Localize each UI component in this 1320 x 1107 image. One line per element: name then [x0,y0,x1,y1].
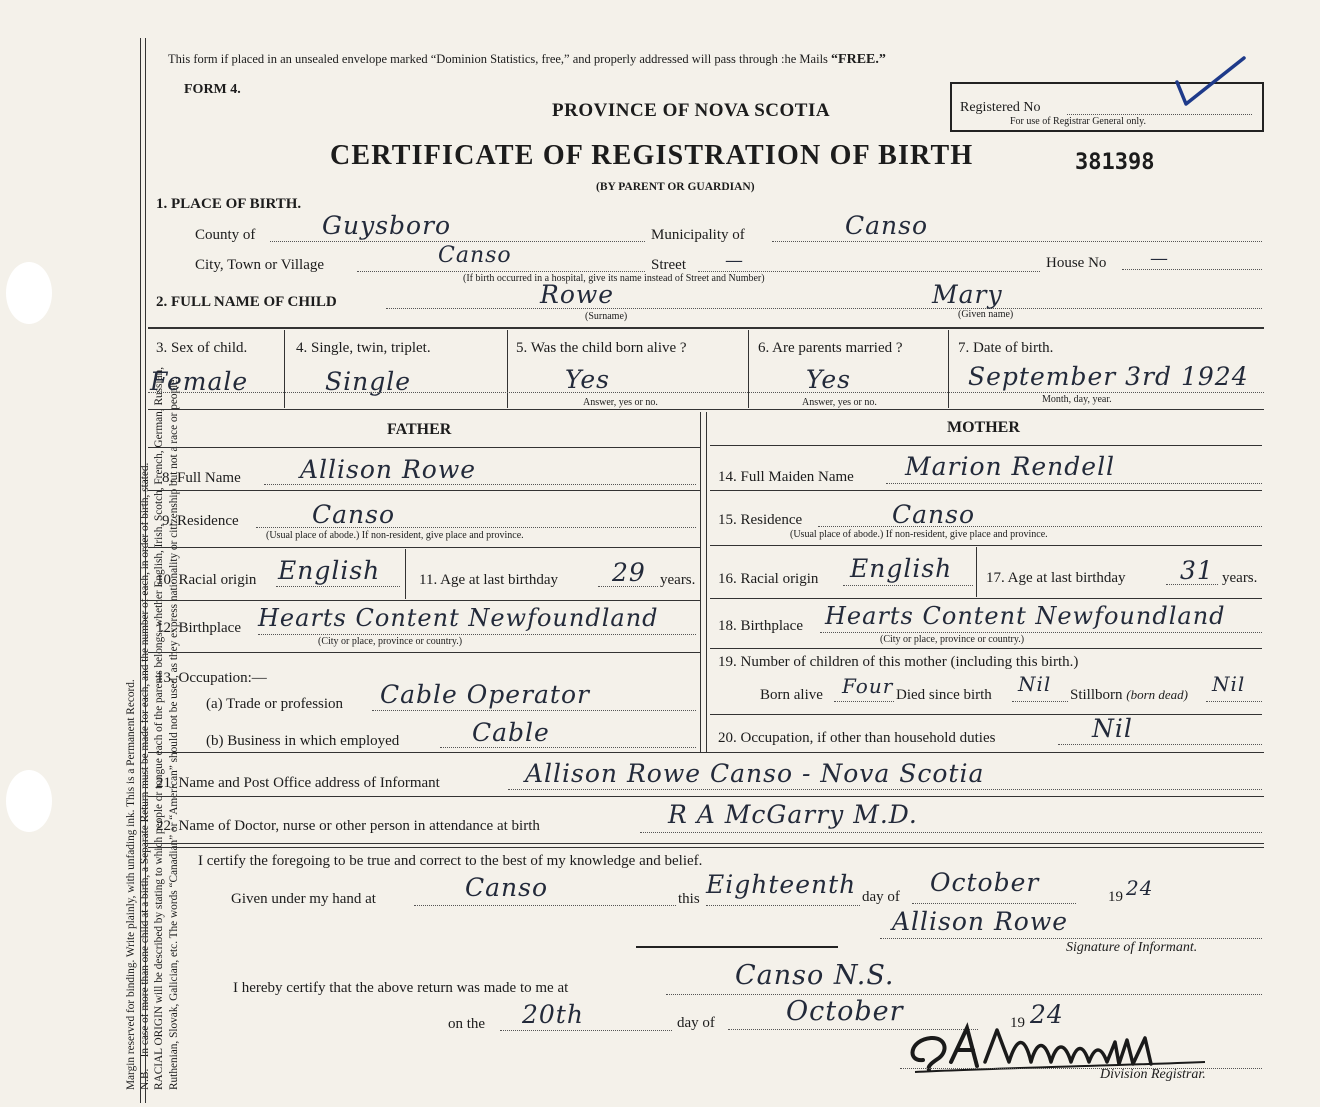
mother-racial-value: English [850,554,953,583]
father-residence-label: 9. Residence [162,513,239,529]
informant-value: Allison Rowe Canso - Nova Scotia [525,759,985,788]
street-line [698,271,1040,272]
rule-after-doctor-b [148,847,1264,848]
registrar-separator [636,946,838,948]
certificate-subtitle: (BY PARENT OR GUARDIAN) [596,181,755,193]
mother-occupation-line [1058,744,1262,745]
informant-signature: Allison Rowe [892,907,1069,936]
given-place-value: Canso [465,873,549,902]
mother-residence-label: 15. Residence [718,512,803,528]
mother-age-value: 31 [1180,556,1214,585]
father-name-line [264,484,696,485]
given-place-line [414,905,676,906]
margin-rule-inner [145,38,146,1103]
died-value: Nil [1018,672,1052,696]
alive-value: Yes [565,365,610,394]
dob-label: 7. Date of birth. [958,340,1054,356]
surname-note: (Surname) [585,311,628,322]
father-rule-3 [148,600,700,601]
father-trade-line [372,710,696,711]
registrar-signature-line [900,1068,1262,1069]
rule-after-parents [148,752,1264,753]
mother-birthplace-label: 18. Birthplace [718,618,803,634]
registrar-on-the: on the [448,1016,486,1032]
given-day-line [706,905,860,906]
father-occupation-label: 13. Occupation:— [156,670,267,686]
mother-racial-divider [976,547,977,597]
parent-divider-a [700,412,701,752]
municipality-line [772,241,1262,242]
father-business-line [440,747,696,748]
col-divider-6 [948,330,949,408]
died-label: Died since birth [896,687,992,703]
born-alive-line [834,701,894,702]
hospital-note: (If birth occurred in a hospital, give its name instead of Street and Number) [463,273,765,284]
municipality-label: Municipality of [651,227,745,243]
mother-racial-line [843,585,973,586]
plurality-label: 4. Single, twin, triplet. [296,340,431,356]
father-birthplace-value: Hearts Content Newfoundland [258,604,659,632]
margin-note-racial-origin: RACIAL ORIGIN will be described by stating to which people or tongue each of the parents belongs, whether English, Irish, Scotch, French, German, Russian, [153,366,166,1090]
given-year-value: 24 [1126,876,1154,900]
place-of-birth-label: 1. PLACE OF BIRTH. [156,196,302,212]
doctor-value: R A McGarry M.D. [668,800,918,829]
registrar-statement: I hereby certify that the above return was made to me at [233,980,569,996]
mother-birthplace-note: (City or place, province or country.) [880,634,1025,645]
this-label: this [678,891,700,907]
father-business-label: (b) Business in which employed [206,733,400,749]
stillborn-value: Nil [1212,672,1246,696]
row-3-7-line [148,392,1264,393]
informant-signature-label: Signature of Informant. [1066,940,1198,955]
mother-occupation-label: 20. Occupation, if other than household duties [718,730,996,746]
plurality-value: Single [325,367,412,396]
mother-racial-label: 16. Racial origin [718,571,819,587]
given-month-line [912,903,1076,904]
registrar-day-line [500,1030,672,1031]
col-divider-4 [507,330,508,408]
col-divider-5 [748,330,749,408]
given-year-prefix: 19 [1108,889,1123,905]
mother-children-label: 19. Number of children of this mother (including this birth.) [718,654,1079,670]
sex-value: Female [150,367,249,396]
father-birthplace-label: 12. Birthplace [156,620,241,636]
stillborn-line [1206,701,1262,702]
informant-label: 21. Name and Post Office address of Informant [156,775,440,791]
father-racial-value: English [278,556,381,585]
father-name-value: Allison Rowe [300,455,477,484]
married-label: 6. Are parents married ? [758,340,903,356]
alive-label: 5. Was the child born alive ? [516,340,687,356]
father-business-value: Cable [472,718,550,747]
child-given-name: Mary [932,280,1003,309]
col-divider-3 [284,330,285,408]
father-name-label: 8. Full Name [162,470,241,486]
given-day-value: Eighteenth [706,870,857,899]
city-line [357,271,645,272]
mother-years-label: years. [1222,570,1258,586]
mother-residence-line [818,526,1262,527]
rule-after-row-3-7 [148,409,1264,410]
father-years-label: years. [660,572,696,588]
mother-residence-value: Canso [892,500,976,529]
mother-occupation-value: Nil [1092,714,1133,743]
registered-no-label: Registered No [960,100,1041,115]
father-trade-label: (a) Trade or profession [206,696,344,712]
given-day-label: day of [862,889,900,905]
form-number: FORM 4. [184,82,241,97]
mother-age-label: 17. Age at last birthday [986,570,1126,586]
mother-rule-4 [710,648,1262,649]
registrar-day-value: 20th [522,1000,584,1029]
sex-label: 3. Sex of child. [156,340,248,356]
certification-statement: I certify the foregoing to be true and correct to the best of my knowledge and belief. [198,853,703,869]
mother-heading: MOTHER [947,419,1020,436]
mother-abode-note: (Usual place of abode.) If non-resident, give place and province. [790,529,1048,540]
margin-rule-outer [140,38,141,1103]
born-alive-value: Four [842,674,894,698]
registrar-month-value: October [786,996,904,1027]
municipality-value: Canso [845,211,929,240]
father-abode-note: (Usual place of abode.) If non-resident, give place and province. [266,530,524,541]
mother-rule-1 [710,490,1262,491]
city-value: Canso [438,243,512,268]
certificate-number: 381398 [1075,150,1155,175]
married-answer-note: Answer, yes or no. [802,397,877,408]
mother-name-value: Marion Rendell [905,452,1116,481]
died-line [1012,701,1068,702]
father-heading-rule [148,447,700,448]
checkmark-icon [1172,54,1252,114]
mail-notice: This form if placed in an unsealed envelope marked “Dominion Statistics, free,” and properly addressed will pass through :he Mails “FREE.” [168,52,886,67]
punch-hole-top [6,262,52,324]
city-label: City, Town or Village [195,257,325,273]
dob-note: Month, day, year. [1042,394,1112,405]
father-rule-1 [148,490,700,491]
alive-answer-note: Answer, yes or no. [583,397,658,408]
registered-no-box [950,82,1264,132]
given-label: Given under my hand at [231,891,376,907]
father-racial-divider [405,549,406,599]
child-name-line [386,308,1262,309]
registrar-note: For use of Registrar General only. [1010,116,1146,127]
mother-rule-2 [710,545,1262,546]
house-label: House No [1046,255,1107,271]
mother-name-label: 14. Full Maiden Name [718,469,854,485]
punch-hole-bottom [6,770,52,832]
father-racial-label: 10. Racial origin [156,572,257,588]
doctor-line [640,832,1262,833]
dob-value: September 3rd 1924 [968,362,1249,391]
registrar-year-prefix: 19 [1010,1015,1025,1031]
registrar-year-value: 24 [1030,1000,1064,1029]
father-racial-line [276,586,400,587]
mother-rule-5 [710,714,1262,715]
mother-birthplace-value: Hearts Content Newfoundland [825,602,1226,630]
province-heading: PROVINCE OF NOVA SCOTIA [552,100,831,121]
street-value: — [725,250,744,271]
father-birthplace-note: (City or place, province or country.) [318,636,463,647]
county-line [270,241,645,242]
registered-no-line [1067,114,1252,115]
doctor-label: 22. Name of Doctor, nurse or other person in attendance at birth [156,818,540,834]
given-month-value: October [930,868,1040,897]
street-label: Street [651,257,686,273]
rule-after-informant [148,796,1264,797]
mother-rule-3 [710,598,1262,599]
married-value: Yes [806,365,851,394]
father-trade-value: Cable Operator [380,680,590,709]
father-rule-2 [148,547,700,548]
mother-birthplace-line [820,632,1262,633]
county-label: County of [195,227,256,243]
margin-note-binding: Margin reserved for binding. Write plainly, with unfading ink. This is a Permanent Record. [125,679,137,1090]
registrar-place-line [666,994,1262,995]
informant-line [508,789,1262,790]
father-age-label: 11. Age at last birthday [419,572,558,588]
house-line [1122,269,1262,270]
rule-after-doctor-a [148,843,1264,844]
father-birthplace-line [258,634,696,635]
father-age-value: 29 [612,558,646,587]
father-heading: FATHER [387,421,452,438]
registrar-label: Division Registrar. [1100,1067,1206,1082]
child-surname: Rowe [540,280,615,309]
county-value: Guysboro [322,211,452,240]
father-residence-value: Canso [312,500,396,529]
mother-name-line [886,483,1262,484]
registrar-day-of: day of [677,1015,715,1031]
given-name-note: (Given name) [958,309,1014,320]
mother-heading-rule [710,445,1262,446]
registrar-place-value: Canso N.S. [735,960,895,991]
rule-after-name [148,327,1264,329]
parent-divider-b [706,412,707,752]
house-value: — [1150,248,1169,269]
stillborn-label: Stillborn (born dead) [1070,687,1189,703]
certificate-title: CERTIFICATE OF REGISTRATION OF BIRTH [330,140,974,171]
margin-note-racial-origin-cont: Ruthenian, Slovak, Galician, etc. The words “Canadian” or “American” should not be used, as they express nationality or citizenship but not a race or people. [167,376,180,1090]
born-alive-label: Born alive [760,687,823,703]
margin-note-multiple-births: N.B.—In case of more than one child at a birth, a Separate Return must be made for each, and the number of each, in order of birth, stated. [139,462,152,1090]
father-rule-4 [148,652,700,653]
informant-signature-line [880,938,1262,939]
child-name-label: 2. FULL NAME OF CHILD [156,294,337,310]
